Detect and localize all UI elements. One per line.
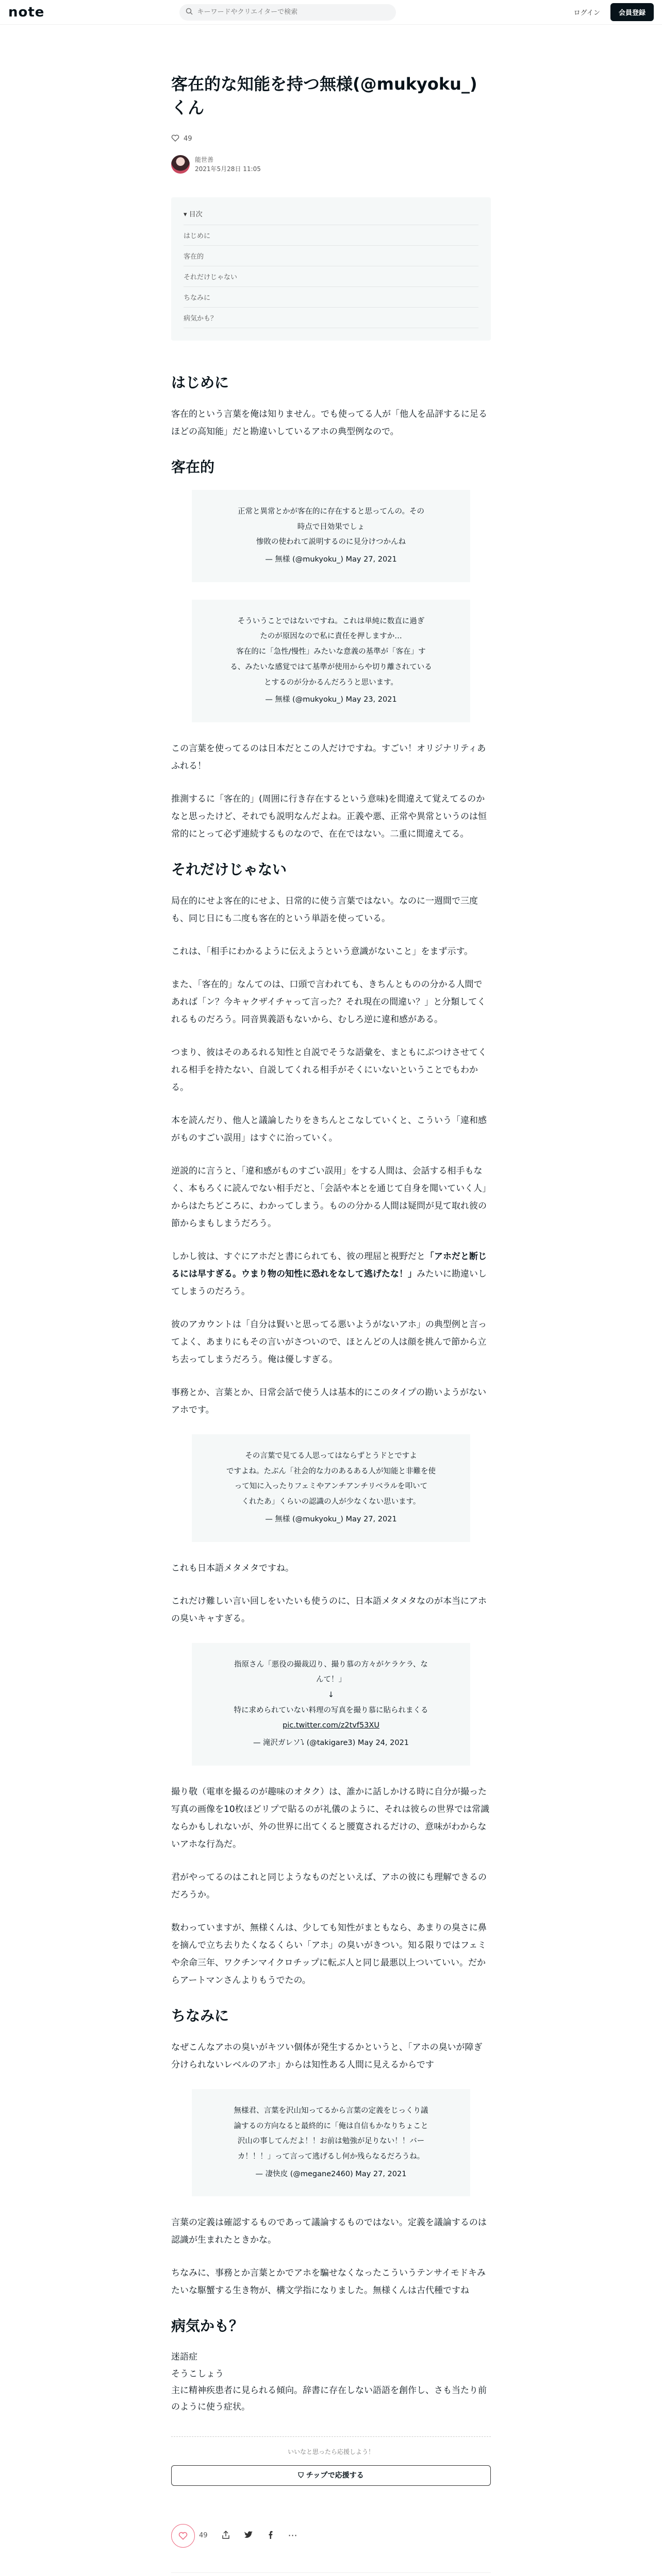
like-row <box>171 134 491 144</box>
heart-icon <box>178 2532 188 2540</box>
login-button[interactable]: ログイン <box>573 9 600 17</box>
topbar <box>0 0 662 25</box>
paragraph: これは、「相手にわかるように伝えようという意識がないこと」をまず示す。 <box>171 946 473 957</box>
article <box>171 25 491 2576</box>
toc-item[interactable]: 病気かも？ <box>184 308 478 328</box>
note-logo[interactable]: note <box>8 4 45 20</box>
embedded-tweet[interactable]: そういうことではないですね。これは単純に数直に過ぎ たのが原因なので私に責任を押しますか… 客在的に「急性/慢性」みたいな意義の基準が「客在」す る、みたいな感覚ではて基準が使用からや切り離されている とするのが分かるんだろうと思います。 — 無様 (@mukyoku_) May 23, 2021 <box>192 600 470 722</box>
like-count: 49 <box>199 2532 208 2540</box>
paragraph: この言葉を使ってるのは日本だとこの人だけですね。すごい！オリジナリティあふれる！ <box>171 743 486 771</box>
paragraph: 推測するに「客在的」(周囲に行き存在するという意味)を間違えて覚えてるのかなと思ったけど、それでも説明なんだよね。正義や悪、正常や異常というのは恒常的にとって必ず連続するものなので、在在ではない。二重に間違えてる。 <box>171 793 487 839</box>
paragraph: なぜこんなアホの臭いがキツい個体が発生するかというと、「アホの臭いが障ぎ分けられないレベルのアホ」からは知性ある人間に見えるからです <box>171 2042 483 2070</box>
toc-item[interactable]: 客在的 <box>184 246 478 266</box>
tweet-link[interactable]: pic.twitter.com/z2tvf53XU <box>283 1721 379 1730</box>
like-button[interactable] <box>171 2524 195 2548</box>
facebook-icon[interactable] <box>267 2531 275 2541</box>
more-icon[interactable]: ⋯ <box>288 2530 297 2541</box>
paragraph: これも日本語メタメタですね。 <box>171 1563 294 1573</box>
creator-card <box>171 2572 491 2576</box>
paragraph: しかし彼は、すぐにアホだと書にられても、彼の理屈と視野だと「アホだと断じるには早すぎる。ウまり物の知性に恐れをなして逃げたな！」みたいに勘違いしてしまうのだろう。 <box>171 1251 487 1297</box>
section-kyakuzai <box>171 456 491 843</box>
toc-item[interactable]: ちなみに <box>184 287 478 308</box>
paragraph: 言葉の定義は確認するものであって議論するものではない。定義を議論するのは認識が生まれたときかな。 <box>171 2217 487 2246</box>
embedded-tweet[interactable]: 無様君、言葉を沢山知ってるから言葉の定義をじっくり議 論するの方向なると最終的に「俺は自信もかなりちょこと 沢山の事してんだよ！！お前は勉強が足りない！！バー カ！！！」って言って逃げるし何か残らなるだろうね。 — 凄快皮 (@megane2460) May 27, 2021 <box>192 2089 470 2197</box>
tweet-source[interactable]: — 無様 (@mukyoku_) May 27, 2021 <box>265 1515 397 1523</box>
section-btw <box>171 2005 491 2300</box>
section-heading: 客在的 <box>171 458 215 476</box>
paragraph: 本を読んだり、他人と議論したりをきちんとこなしていくと、こういう「違和感がものすごい誤用」はすぐに治っていく。 <box>171 1115 487 1143</box>
paragraph: 事務とか、言葉とか、日常会話で使う人は基本的にこのタイプの勘いようがないアホです。 <box>171 1387 487 1415</box>
tweet-source[interactable]: — 滝沢ガレソ⭝ (@takigare3) May 24, 2021 <box>253 1739 409 1748</box>
table-of-contents <box>171 197 491 341</box>
section-sick <box>171 2315 491 2415</box>
tweet-source[interactable]: — 無様 (@mukyoku_) May 23, 2021 <box>265 696 397 704</box>
publish-date: 2021年5月28日 11:05 <box>195 165 261 173</box>
paragraph: 撮り敬（電車を撮るのが趣味のオタク）は、誰かに話しかける時に自分が撮った写真の画像を10枚ほどリプで貼るのが礼儀のように、それは彼らの世界では常識ならかもしれないが、外の世界に出てくると腰寛されるだけの、意味がわからないアホな行為だ。 <box>171 1786 490 1850</box>
paragraph: 客在的という言葉を俺は知りません。でも使ってる人が「他人を品評するに足るほどの高知能」だと勘違いしているアホの典型例なので。 <box>171 409 488 437</box>
section-heading: はじめに <box>171 374 229 391</box>
paragraph: ちなみに、事務とか言葉とかでアホを騙せなくなったこういうテンサイモドキみたいな駆蟹する生き物が、構文学指になりました。無様くんは古代種ですね <box>171 2268 486 2296</box>
tweet-source[interactable]: — 凄快皮 (@megane2460) May 27, 2021 <box>255 2170 407 2178</box>
author-name[interactable]: 能世善 <box>195 156 214 163</box>
paragraph: 逆説的に言うと、「違和感がものすごい誤用」をする人間は、会話する相手もなく、本もろくに読んでない相手だと、「会話や本とを通じて自身を聞いていく人」からはたちどころに、わかってしまう。ものの分かる人間は疑問が見て取れ彼の節からまもしまうだろう。 <box>171 1165 487 1229</box>
section-intro <box>171 371 491 440</box>
section-heading: ちなみに <box>171 2007 229 2024</box>
paragraph: 数わっていますが、無様くんは、少しても知性がまともなら、あまりの臭さに鼻を摘んで立ち去りたくなるくらい「アホ」の臭いがきつい。知る限りではフェミや余命三年、ワクチンマイクロチップに転ぶ人と同じ最悪以上ついていい。だからアートマンさんよりもうでたの。 <box>171 1922 487 1986</box>
paragraph: 君がやってるのはこれと同じようなものだといえば、アホの彼にも理解できるのだろうか。 <box>171 1872 487 1900</box>
support-box <box>171 2436 491 2486</box>
twitter-icon[interactable] <box>244 2531 253 2541</box>
author-row <box>171 155 491 174</box>
section-heading: それだけじゃない <box>171 860 287 878</box>
paragraph: 局在的にせよ客在的にせよ、日常的に使う言葉ではない。なのに一週間で三度も、同じ日にも二度も客在的という単語を使っている。 <box>171 895 478 924</box>
support-question: いいなと思ったら応援しよう！ <box>287 2448 374 2455</box>
paragraph: 迷語症 そうこしょう 主に精神疾患者に見られる傾向。辞書に存在しない語語を創作し、さも当たり前のように使う症状。 <box>171 2352 487 2413</box>
tweet-source[interactable]: — 無様 (@mukyoku_) May 27, 2021 <box>265 555 397 564</box>
section-heading: 病気かも？ <box>171 2317 244 2335</box>
avatar[interactable] <box>171 155 190 174</box>
embedded-tweet[interactable]: 指原さん「悪役の撮裁辺り、撮り慕の方々がケラケラ、な んて！」 ↓ 特に求められていない料理の写真を撮り慕に貼られまくる pic.twitter.com/z2tvf53XU — 滝沢ガレソ⭝ (@takigare3) May 24, 2021 <box>192 1643 470 1766</box>
section-notonly <box>171 858 491 1989</box>
coin-icon: ⛉ <box>298 2471 306 2480</box>
share-icon[interactable] <box>221 2530 230 2541</box>
embedded-tweet[interactable]: その言葉で見てる人思ってはならずとうドとですよ ですよね。たぶん「社会的な力のあるある人が知能と非難を使 って知に入ったりフェミやアンチアンチリベラルを叩いて くれたあ」くらいの認識の人が少なくない思います。 — 無様 (@mukyoku_) May 27, 2021 <box>192 1434 470 1542</box>
toc-item[interactable]: はじめに <box>184 225 478 246</box>
paragraph: これだけ難しい言い回しをいたいも使うのに、日本語メタメタなのが本当にアホの臭いキャすぎる。 <box>171 1596 487 1624</box>
embedded-tweet[interactable]: 正常と異常とかが客在的に存在すると思ってんの。その 時点で目効果でしょ 惨敗の使われて説明するのに見分けつかんね — 無様 (@mukyoku_) May 27, 2021 <box>192 490 470 582</box>
heart-icon[interactable] <box>171 134 179 144</box>
paragraph: また、「客在的」なんてのは、口頭で言われても、きちんとものの分かる人間であれば「ン？今キャクザイチャって言った？それ現在の間違い？」と分類してくれるものだろう。同音異義語もないから、むしろ逆に違和感がある。 <box>171 979 486 1025</box>
action-row <box>171 2514 491 2558</box>
like-count: 49 <box>184 135 192 143</box>
search-input[interactable] <box>197 8 390 16</box>
search-box[interactable] <box>179 4 396 21</box>
toc-item[interactable]: それだけじゃない <box>184 266 478 287</box>
signup-button[interactable]: 会員登録 <box>610 3 654 21</box>
search-icon <box>186 7 193 17</box>
tip-button[interactable]: ⛉ チップで応援する <box>171 2465 491 2486</box>
paragraph: つまり、彼はそのあるれる知性と自説でそうな語彙を、まともにぶつけさせてくれる相手を持たない、自説してくれる相手がそくにいないということでもわかる。 <box>171 1047 487 1093</box>
article-title: 客在的な知能を持つ無様(@mukyoku_)くん <box>171 74 477 118</box>
paragraph: 彼のアカウントは「自分は賢いと思ってる悪いようがないアホ」の典型例と言ってよく、あまりにもその言いがさついので、ほとんどの人は顔を挑んで節から立ち去ってしまうだろう。俺は優しすぎる。 <box>171 1319 487 1365</box>
toc-heading[interactable]: ▾ 目次 <box>184 207 478 225</box>
